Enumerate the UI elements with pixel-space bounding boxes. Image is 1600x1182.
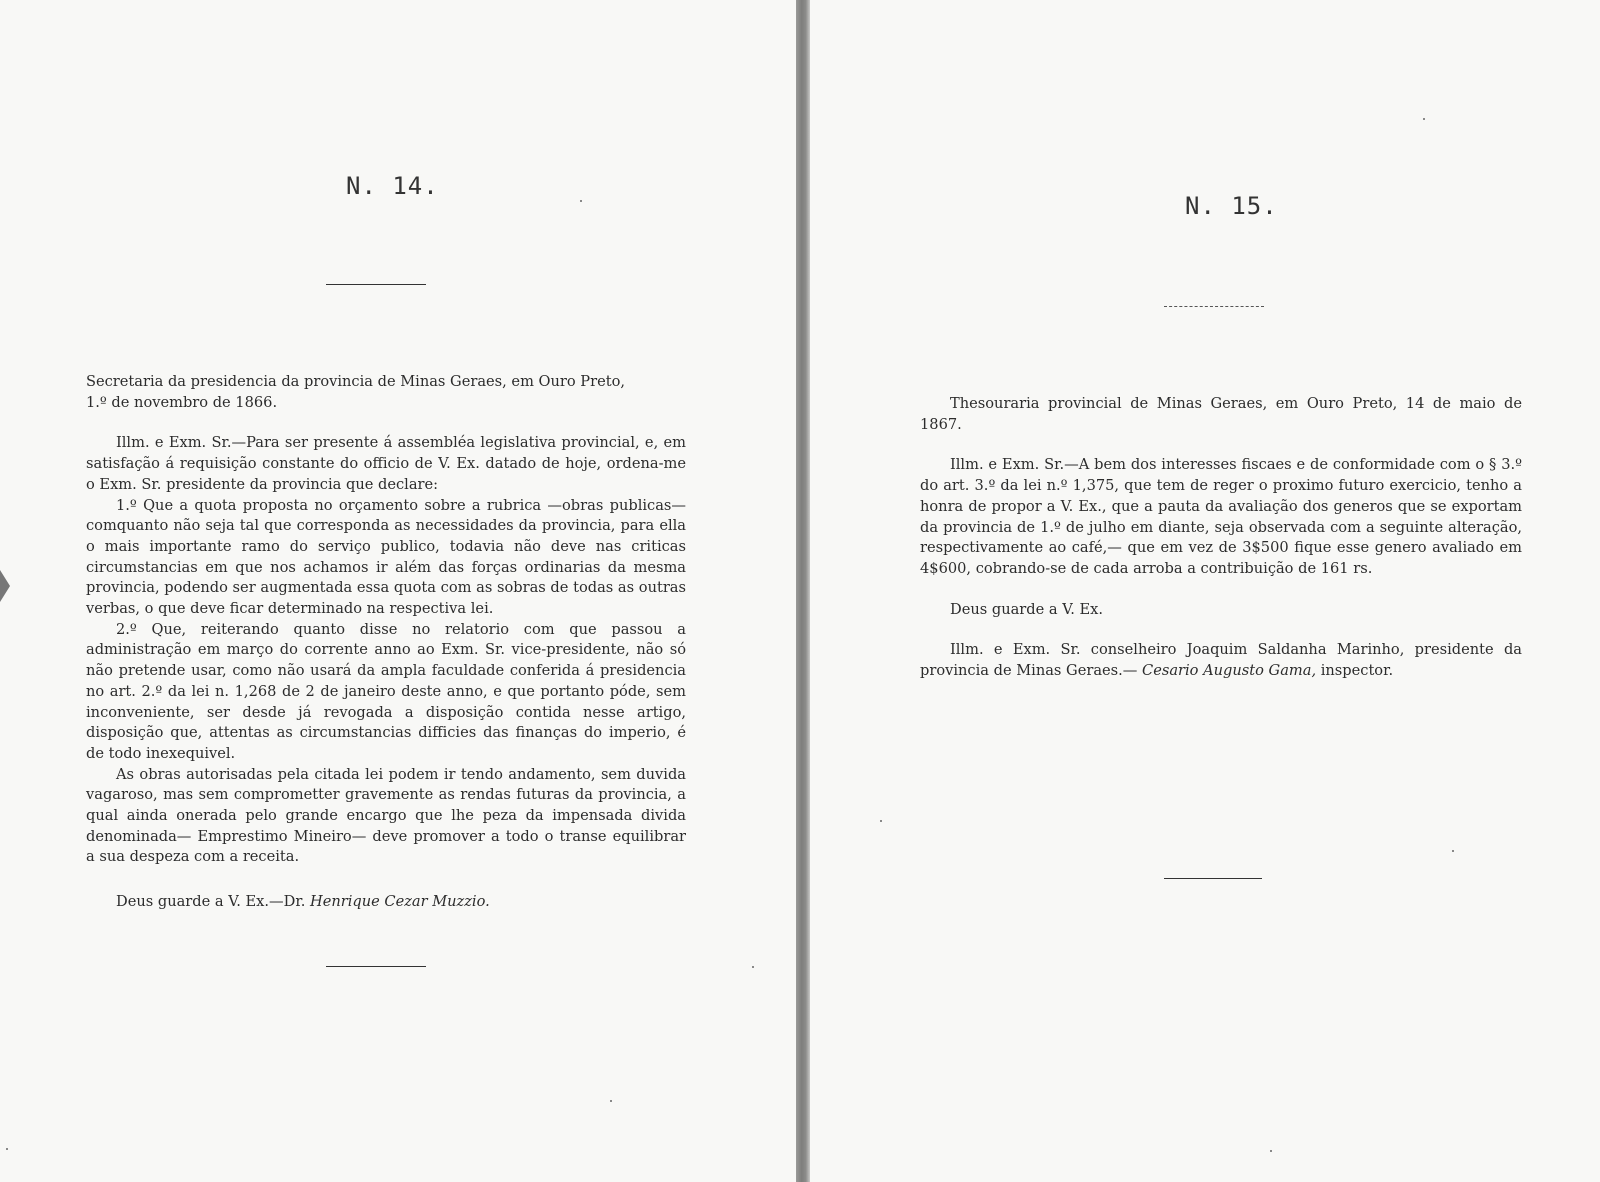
title-divider: [326, 284, 426, 285]
closing-paragraph: As obras autorisadas pela citada lei podem ir tendo andamento, sem duvida vagaroso, mas sem comprometter gravemente as rendas futuras da provincia, a qual ainda onerada pelo grande encargo que lhe peza da impensada divida denominada— Emprestimo Mineiro— deve promover a todo o transe equilibrar a sua despeza com a receita.: [86, 765, 686, 866]
paper-speck: [610, 1100, 612, 1102]
document-body-15: [920, 394, 1522, 682]
document-number-15: N. 15.: [1185, 192, 1278, 220]
header-line-2: 1.º de novembro de 1866.: [86, 393, 278, 411]
end-divider: [1164, 878, 1262, 879]
signer-name: Cesario Augusto Gama,: [1142, 662, 1317, 680]
document-number-14: N. 14.: [346, 172, 439, 200]
signer-name: Henrique Cezar Muzzio.: [309, 893, 490, 911]
address-paragraph: [920, 640, 1522, 681]
address-prefix: Illm. e Exm. Sr. conselheiro Joaquim Saldanha Marinho, presidente da provincia de Minas Geraes.—: [920, 641, 1522, 680]
paper-speck: [580, 200, 582, 202]
paper-speck: [880, 820, 882, 822]
end-divider: [326, 966, 426, 967]
header-line-1: Secretaria da presidencia da provincia de Minas Geraes, em Ouro Preto,: [86, 373, 626, 390]
salutation-paragraph: Illm. e Exm. Sr.—Para ser presente á assembléa legislativa provincial, e, em satisfação á requisição constante do officio de V. Ex. datado de hoje, ordena-me o Exm. Sr. presidente da provincia que declare:: [86, 434, 686, 493]
item-2-paragraph: 2.º Que, reiterando quanto disse no relatorio com que passou a administração em março do corrente anno ao Exm. Sr. vice-presidente, não só não pretende usar, como não usará da ampla faculdade conferida á presidencia no art. 2.º da lei n. 1,268 de 2 de janeiro deste anno, e que portanto póde, sem inconveniente, ser desde já revogada a disposição contida nesse artigo, disposição que, attentas as circumstancias difficies das finanças do imperio, é de todo inexequivel.: [86, 620, 686, 762]
left-page: [0, 0, 796, 1182]
header-paragraph: Thesouraria provincial de Minas Geraes, em Ouro Preto, 14 de maio de 1867.: [920, 395, 1522, 433]
paper-speck: [1423, 118, 1425, 120]
item-1-paragraph: 1.º Que a quota proposta no orçamento sobre a rubrica —obras publicas— comquanto não seja tal que corresponda as necessidades da provincia, para ella o mais importante ramo do serviço publico, todavia não deve nas criticas circumstancias em que nos achamos ir além das forças ordinarias da mesma provincia, podendo ser augmentada essa quota com as sobras de todas as outras verbas, o que deve ficar determinado na respectiva lei.: [86, 496, 686, 618]
paper-speck: [1270, 1150, 1272, 1152]
page-edge-mark: [0, 570, 10, 602]
signoff: [86, 892, 686, 913]
paper-speck: [1452, 850, 1454, 852]
title-divider: [1164, 306, 1264, 307]
document-body-14: [86, 372, 686, 913]
body-paragraph: Illm. e Exm. Sr.—A bem dos interesses fiscaes e de conformidade com o § 3.º do art. 3.º da lei n.º 1,375, que tem de reger o proximo futuro exercicio, tenho a honra de propor a V. Ex., que a pauta da avaliação dos generos que se exportam da provincia de 1.º de julho em diante, seja observada com a seguinte alteração, respectivamente ao café,— que em vez de 3$500 fique esse genero avaliado em 4$600, cobrando-se de cada arroba a contribuição de 161 rs.: [920, 456, 1522, 577]
address-suffix: inspector.: [1316, 662, 1394, 680]
blessing: Deus guarde a V. Ex.: [950, 600, 1104, 618]
book-gutter: [796, 0, 810, 1182]
right-page: [810, 0, 1600, 1182]
signoff-prefix: Deus guarde a V. Ex.—Dr.: [116, 893, 310, 911]
paper-speck: [752, 966, 754, 968]
paper-speck: [6, 1148, 8, 1150]
